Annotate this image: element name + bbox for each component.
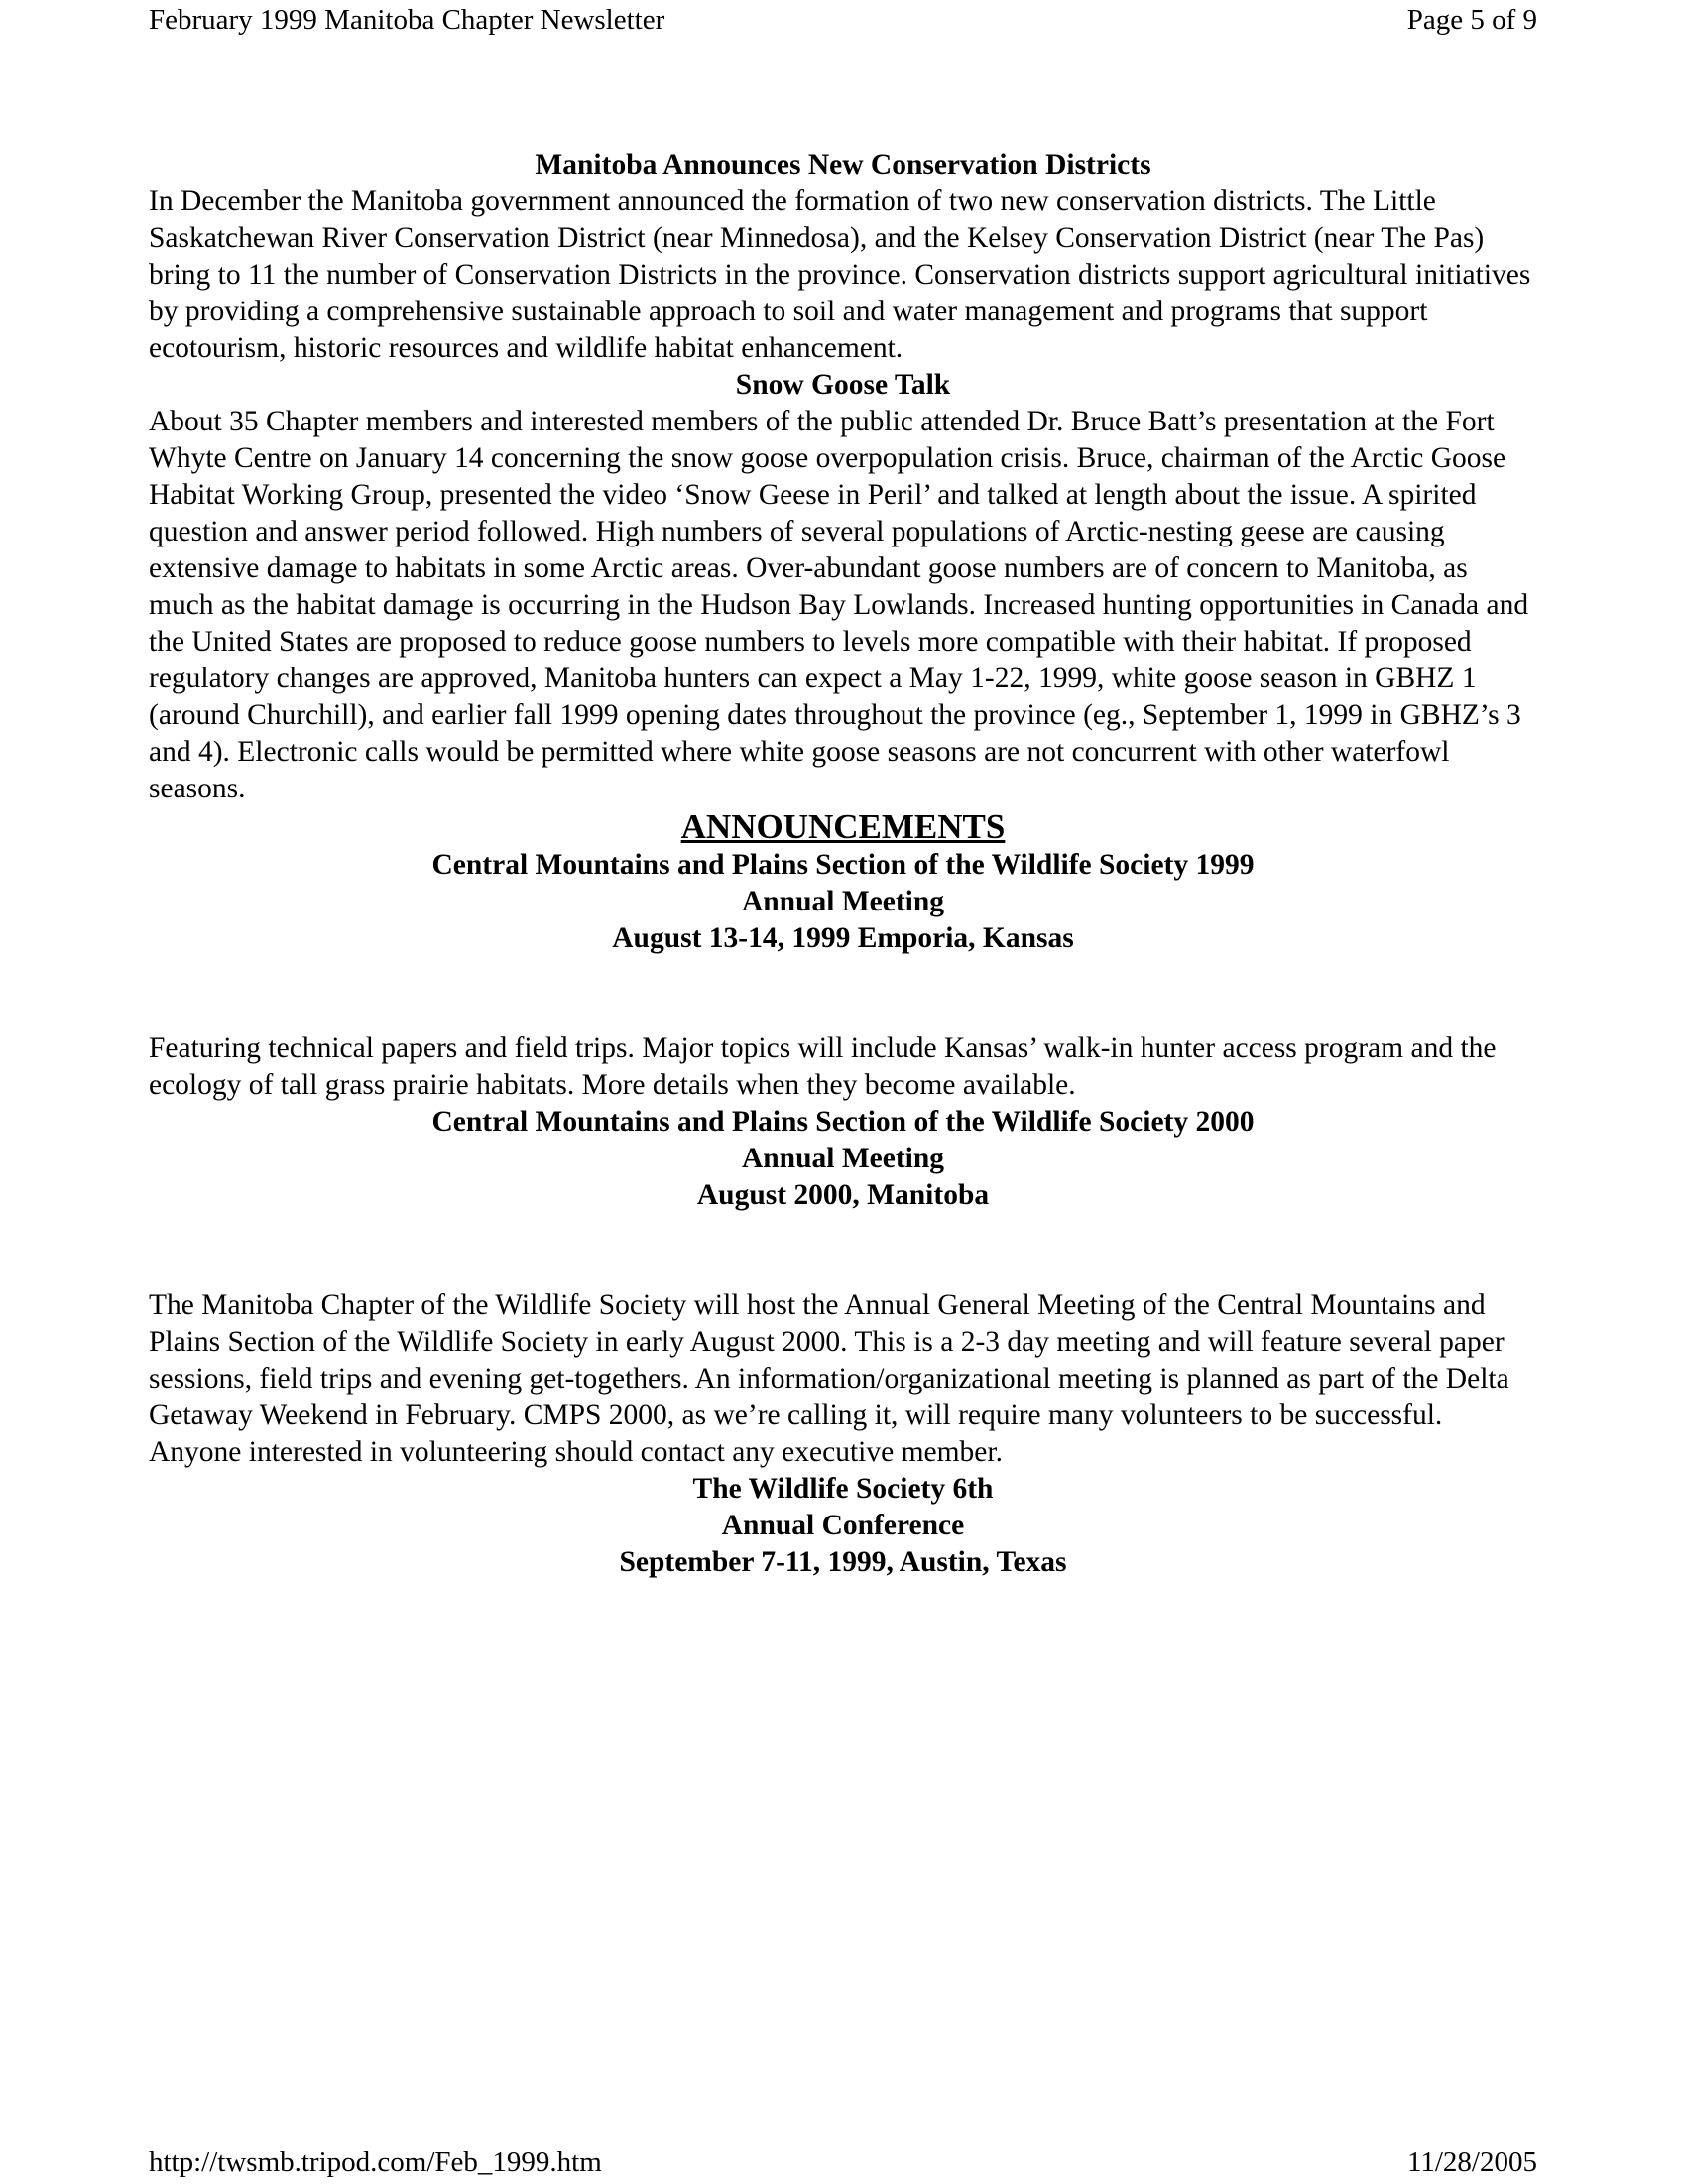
event-cmps-1999-body: Featuring technical papers and field trips. Major topics will include Kansas’ walk-in hunter access program and the ecology of tall grass prairie habitats. More details when they become available.: [149, 1032, 1497, 1101]
event-date-location: September 7-11, 1999, Austin, Texas: [619, 1546, 1067, 1578]
newsletter-title: February 1999 Manitoba Chapter Newsletter: [149, 4, 665, 36]
page-content: [149, 147, 1537, 1581]
event-tws-conference-heading: [149, 1471, 1537, 1581]
event-title: Central Mountains and Plains Section of the Wildlife Society 2000: [431, 1106, 1255, 1138]
print-date: 11/28/2005: [1406, 2146, 1537, 2178]
announcements-heading: ANNOUNCEMENTS: [680, 807, 1006, 846]
article-body-conservation-districts: In December the Manitoba government announced the formation of two new conservation districts. The Little Saskatchewan River Conservation District (near Minnedosa), and the Kelsey Conservation District (near The Pas) bring to 11 the number of Conservation Districts in the province. Conservation districts support agricultural initiatives by providing a comprehensive sustainable approach to soil and water management and programs that support ecotourism, historic resources and wildlife habitat enhancement.: [149, 185, 1531, 364]
page-number: Page 5 of 9: [1406, 4, 1537, 36]
event-subtitle: Annual Meeting: [741, 1143, 945, 1174]
article-body-snow-goose: About 35 Chapter members and interested members of the public attended Dr. Bruce Batt’s presentation at the Fort Whyte Centre on January 14 concerning the snow goose overpopulation crisis. Bruce, chairman of the Arctic Goose Habitat Working Group, presented the video ‘Snow Geese in Peril’ and talked at length about the issue. A spirited question and answer period followed. High numbers of several populations of Arctic-nesting geese are causing extensive damage to habitats in some Arctic areas. Over-abundant goose numbers are of concern to Manitoba, as much as the habitat damage is occurring in the Hudson Bay Lowlands. Increased hunting opportunities in Canada and the United States are proposed to reduce goose numbers to levels more compatible with their habitat. If proposed regulatory changes are approved, Manitoba hunters can expect a May 1-22, 1999, white goose season in GBHZ 1 (around Churchill), and earlier fall 1999 opening dates throughout the province (eg., September 1, 1999 in GBHZ’s 3 and 4). Electronic calls would be permitted where white goose seasons are not concurrent with other waterfowl seasons.: [149, 406, 1529, 804]
page-footer: [149, 2144, 1537, 2184]
article-title-snow-goose: Snow Goose Talk: [735, 369, 951, 401]
event-title: Central Mountains and Plains Section of the Wildlife Society 1999: [431, 849, 1255, 881]
source-url: http://twsmb.tripod.com/Feb_1999.htm: [149, 2146, 602, 2178]
event-cmps-1999-heading: [149, 847, 1537, 957]
article-title-conservation-districts: Manitoba Announces New Conservation Districts: [535, 149, 1151, 181]
event-title: The Wildlife Society 6th: [692, 1473, 994, 1505]
event-date-location: August 13-14, 1999 Emporia, Kansas: [612, 922, 1074, 954]
page-header: [149, 2, 1537, 42]
event-date-location: August 2000, Manitoba: [696, 1179, 990, 1211]
event-cmps-2000-heading: [149, 1104, 1537, 1214]
event-cmps-2000-body: The Manitoba Chapter of the Wildlife Society will host the Annual General Meeting of the Central Mountains and Plains Section of the Wildlife Society in early August 2000. This is a 2-3 day meeting and will feature several paper sessions, field trips and evening get-togethers. An information/organizational meeting is planned as part of the Delta Getaway Weekend in February. CMPS 2000, as we’re calling it, will require many volunteers to be successful. Anyone interested in volunteering should contact any executive member.: [149, 1289, 1509, 1468]
event-subtitle: Annual Meeting: [741, 886, 945, 917]
event-subtitle: Annual Conference: [721, 1510, 965, 1541]
